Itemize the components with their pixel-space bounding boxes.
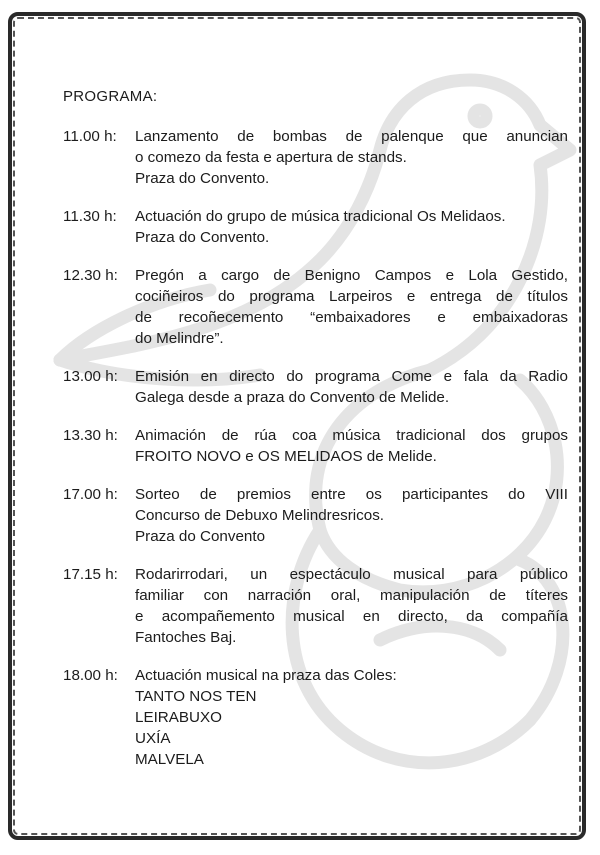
- entry-line: Actuación musical na praza das Coles:: [135, 667, 397, 684]
- entry-description: [135, 425, 568, 467]
- entry-line: Rodarirrodari, un espectáculo musical para público: [135, 566, 568, 583]
- entry-line: Concurso de Debuxo Melindresricos.: [135, 507, 385, 524]
- entry-line: Galega desde a praza do Convento de Melide.: [135, 389, 450, 406]
- entry-description: [135, 665, 568, 770]
- entry-description: [135, 366, 568, 408]
- entry-time: 13.00 h:: [63, 368, 118, 385]
- entry-time: 18.00 h:: [63, 667, 118, 684]
- entry-line: do Melindre”.: [135, 330, 224, 347]
- entry-time: 11.30 h:: [63, 208, 117, 225]
- entry-line: familiar con narración oral, manipulación de títeres: [135, 587, 568, 604]
- entry-line: o comezo da festa e apertura de stands.: [135, 149, 407, 166]
- schedule-entry: [63, 425, 568, 467]
- schedule-entry: [63, 665, 568, 770]
- entry-description: [135, 206, 568, 248]
- schedule-entry: [63, 564, 568, 648]
- entry-time: 13.30 h:: [63, 427, 118, 444]
- entry-line: Pregón a cargo de Benigno Campos e Lola Gestido,: [135, 267, 568, 284]
- entry-line: Praza do Convento.: [135, 170, 270, 187]
- entry-line: Sorteo de premios entre os participantes do VIII: [135, 486, 568, 503]
- performer-name: LEIRABUXO: [135, 709, 222, 726]
- entry-line: cociñeiros do programa Larpeiros e entrega de títulos: [135, 288, 568, 305]
- entry-line: Praza do Convento.: [135, 229, 270, 246]
- entry-line: Fantoches Baj.: [135, 629, 237, 646]
- entry-description: [135, 265, 568, 349]
- program-heading: PROGRAMA:: [63, 88, 158, 105]
- schedule-entry: [63, 206, 568, 248]
- performer-name: UXÍA: [135, 730, 171, 747]
- schedule-entry: [63, 265, 568, 349]
- entry-time: 11.00 h:: [63, 128, 117, 145]
- entry-description: [135, 126, 568, 189]
- entry-line: e acompañemento musical en directo, da compañía: [135, 608, 568, 625]
- performer-name: MALVELA: [135, 751, 204, 768]
- schedule-entry: [63, 484, 568, 547]
- schedule-entry: [63, 126, 568, 189]
- entry-line: FROITO NOVO e OS MELIDAOS de Melide.: [135, 448, 437, 465]
- entry-description: [135, 484, 568, 547]
- program-content: [63, 86, 568, 787]
- entry-line: Lanzamento de bombas de palenque que anuncian: [135, 128, 568, 145]
- entry-line: Praza do Convento: [135, 528, 266, 545]
- entry-description: [135, 564, 568, 648]
- entry-time: 12.30 h:: [63, 267, 118, 284]
- entry-line: Emisión en directo do programa Come e fala da Radio: [135, 368, 568, 385]
- entry-time: 17.15 h:: [63, 566, 118, 583]
- entry-time: 17.00 h:: [63, 486, 118, 503]
- entry-line: de recoñecemento “embaixadores e embaixadoras: [135, 309, 568, 326]
- entry-line: Actuación do grupo de música tradicional Os Melidaos.: [135, 208, 506, 225]
- performer-name: TANTO NOS TEN: [135, 688, 257, 705]
- entry-line: Animación de rúa coa música tradicional dos grupos: [135, 427, 568, 444]
- schedule-entry: [63, 366, 568, 408]
